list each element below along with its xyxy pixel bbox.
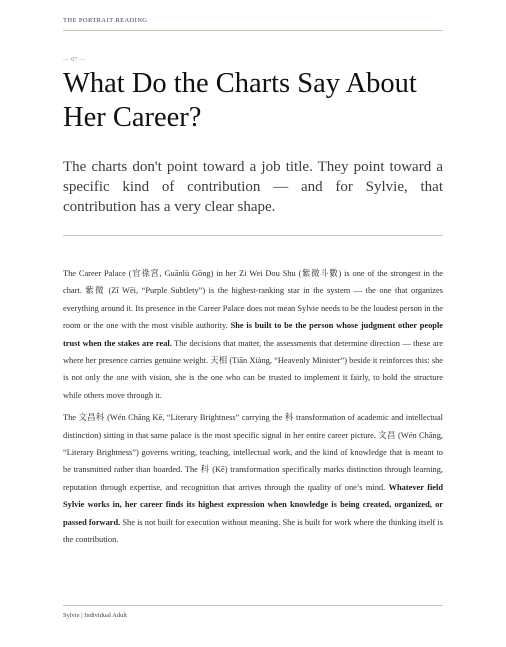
emphasis-text: She is built to be the person whose judgment other people trust when the stakes are real. (63, 321, 443, 348)
paragraph-career-palace (63, 265, 443, 404)
paragraph-text: The 文昌科 (Wén Chāng Kē, “Literary Brightness” carrying the 科 transformation of academic and intellectual distinction) sitting in that same palace is the most specific signal in her entire career picture. 文昌 (Wén Chāng, “Literary Brightness”) governs writing, teaching, intellectual work, and the kind of knowledge that is meant to be transmitted rather than hoarded. The 科 (Kē) transformation specifically marks distinction through learning, reputation through expertise, and recognition that arrives through the quality of one’s mind. (63, 413, 443, 492)
paragraph-text: She is not built for execution without meaning. She is built for work where the thinking itself is the contribution. (63, 517, 443, 545)
chapter-number: — 07 — (63, 56, 86, 63)
paragraph-text: The Career Palace (官祿宮, Guānlù Gōng) in her Zi Wei Dou Shu (紫微斗數) is one of the strongest in the chart. 紫微 (Zǐ Wēi, “Purple Subtlety”) is the highest-ranking star in the system — the one that organizes everything around it. Its presence in the Career Palace does not mean Sylvie needs to be the loudest person in the room or the one with the most visible authority. (63, 269, 443, 331)
page-title: What Do the Charts Say About Her Career? (63, 68, 417, 133)
page-footer: Sylvie | Individual Adult (63, 612, 127, 619)
body-text (63, 265, 443, 554)
footer-divider (63, 605, 443, 606)
paragraph-text: The decisions that matter, the assessments that determine direction — these are where her presence carries genuine weight. 天相 (Tiān Xiàng, “Heavenly Minister”) beside it reinforces this: she is not only the one with vision, she is the one who can be trusted to implement it fairly, to hold the structure while others move through it. (63, 338, 443, 400)
paragraph-literary-brightness (63, 409, 443, 548)
header-divider (63, 30, 443, 31)
emphasis-text: Whatever field Sylvie works in, her career finds its highest expression when knowledge is being created, organized, or passed forward. (63, 482, 444, 527)
page-subtitle: The charts don't point toward a job title. They point toward a specific kind of contribution — and for Sylvie, that contribution has a very clear shape. (63, 159, 443, 215)
running-header: THE PORTRAIT READING (63, 17, 148, 24)
section-divider (63, 235, 443, 236)
